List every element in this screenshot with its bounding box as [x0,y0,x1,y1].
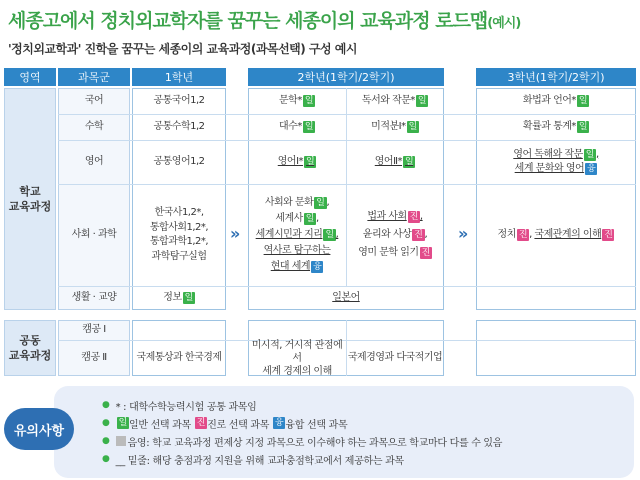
tag-general: 일 [118,418,127,428]
math-grade1: 공통수학1,2 [153,120,205,132]
tag-general: 일 [306,157,315,167]
chevron-right-icon: » [458,224,469,243]
tag-general: 일 [408,122,417,132]
tag-general: 일 [325,230,334,240]
life-grade1: 정보 일 [163,291,193,303]
social-grade2a: 사회와 문화 일 , 세계사 일 , 세계시민과 지리 일 , 역사로 탐구하는 현대 세계 융 [255,197,339,272]
group-social-science: 사회 · 과학 [71,228,117,240]
note-item: ● 일 일반 선택 과목 진 진로 선택 과목 융 융합 선택 과목 [102,418,348,431]
tag-career: 진 [414,230,423,240]
tag-general: 일 [184,293,193,303]
campus2-grade1: 국제통상과 한국경제 [136,351,222,363]
tag-fusion: 융 [313,262,322,272]
math-grade2a: 대수 * 일 [278,120,314,132]
social-grade1: 한국사1,2*, 통합사회1,2*, 통합과학1,2*, 과학탐구실험 [149,207,209,262]
notes-badge: 유의사항 [4,408,74,450]
korean-grade2a: 문학 * 일 [278,94,314,106]
group-english: 영어 [84,155,104,167]
tag-career: 진 [421,248,430,258]
korean-grade2b: 독서와 작문 * 일 [361,94,427,106]
shade-swatch [116,436,126,446]
life-grade2: 일본어 [332,291,360,303]
tag-general: 일 [405,157,414,167]
english-grade3: 영어 독해와 작문 일 , 세계 문화와 영어 융 [513,148,599,174]
math-grade3: 확률과 통계 * 일 [522,120,588,132]
english-grade1: 공통영어1,2 [153,155,205,167]
common-curriculum-label: 공동 교육과정 [4,320,56,376]
bullet-icon: ● [102,418,110,428]
english-grade2b: 영어Ⅱ * 일 [374,155,414,167]
tag-general: 일 [417,96,427,106]
tag-career: 진 [196,418,206,428]
tag-general: 일 [305,214,314,224]
korean-grade1: 공통국어1,2 [153,94,205,106]
tag-general: 일 [585,149,594,160]
campus2-grade2b: 국제경영과 다국적기업 [347,351,443,363]
tag-general: 일 [578,96,588,106]
school-curriculum-label: 학교 교육과정 [4,88,56,310]
bullet-icon: ● [102,400,110,410]
header-grade1: 1학년 [132,68,226,86]
header-area: 영역 [4,68,56,86]
tag-general: 일 [304,96,314,106]
note-item: ● * : 대학수학능력시험 공통 과목임 [102,400,257,413]
tag-general: 일 [304,122,314,132]
bullet-icon: ● [102,436,110,446]
note-item: ● __ 밑줄 : 해당 충점과정 지원을 위해 교과충점학교에서 제공하는 과목 [102,454,404,467]
english-grade2a: 영어Ⅰ * 일 [277,155,315,167]
header-grade3: 3학년(1학기/2학기) [476,68,636,86]
group-campus1: 캠공 Ⅰ [82,323,106,335]
group-campus2: 캠공 Ⅱ [81,351,107,363]
group-korean: 국어 [84,94,104,106]
tag-career: 진 [604,230,613,240]
tag-fusion: 융 [587,164,596,174]
korean-grade3: 화법과 언어 * 일 [522,94,588,106]
notes-section [4,386,636,478]
page-subtitle: '정치외교학과' 진학을 꿈꾸는 세종이의 교육과정(과목선택) 구성 예시 [8,42,357,56]
tag-general: 일 [316,198,325,208]
common-grade3-box [476,320,636,376]
social-grade3: 정치 진 , 국제관계의 이해 진 [497,228,613,240]
header-group: 과목군 [58,68,130,86]
campus2-grade2a: 미시적, 거시적 관점에서 세계 경제의 이해 [251,339,343,377]
tag-fusion: 융 [275,418,284,428]
group-math: 수학 [84,120,104,132]
tag-career: 진 [518,230,528,240]
title-suffix: (예시) [487,16,521,31]
notes-box [54,386,634,478]
page-title: 세종고에서 정치외교학자를 꿈꾸는 세종이의 교육과정 로드맵(예시) [8,10,521,32]
social-grade2b: 법과 사회 진 , 윤리와 사상 진 , 영미 문학 읽기 진 [358,211,430,258]
chevron-right-icon: » [230,224,241,243]
header-grade2: 2학년(1학기/2학기) [248,68,444,86]
note-item: ● 음영 : 학교 교육과정 편제상 지정 과목으로 이수해야 하는 과목으로 학교마다 다를 수 있음 [102,436,503,449]
tag-career: 진 [409,212,418,222]
tag-general: 일 [578,122,588,132]
group-life: 생활 · 교양 [71,291,117,303]
bullet-icon: ● [102,454,110,464]
math-grade2b: 미적분Ⅰ * 일 [371,120,417,132]
